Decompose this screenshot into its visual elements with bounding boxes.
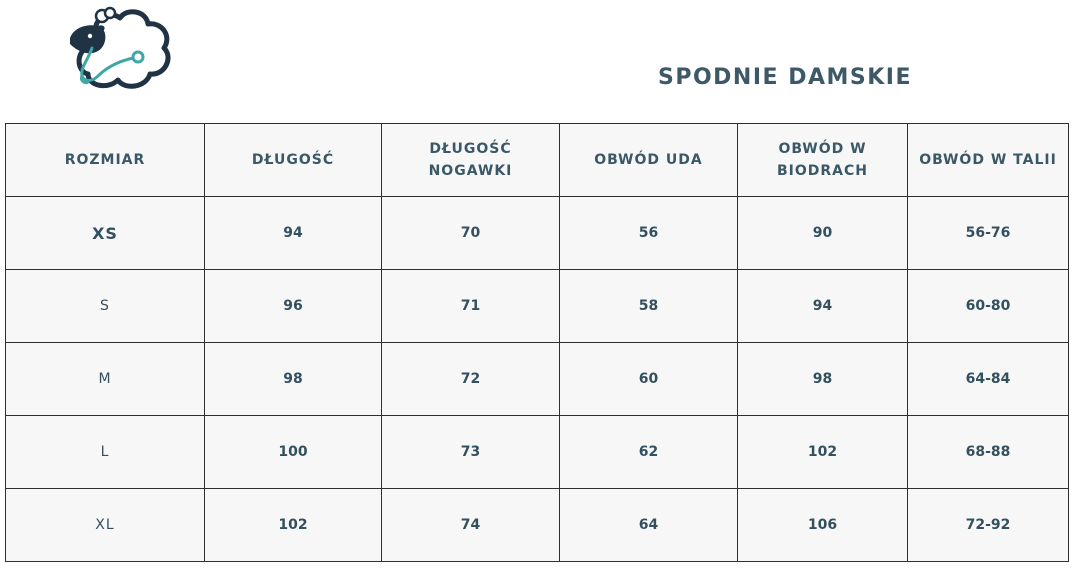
size-cell: XS — [6, 197, 205, 270]
header-obwod-w-biodrach: OBWÓD W BIODRACH — [738, 124, 908, 197]
thigh-cell: 56 — [560, 197, 738, 270]
table-row — [6, 489, 1069, 562]
length-cell: 94 — [205, 197, 382, 270]
brand-logo — [62, 4, 174, 92]
length-cell: 96 — [205, 270, 382, 343]
leg-length-cell: 74 — [382, 489, 560, 562]
size-cell: S — [6, 270, 205, 343]
header-obwod-uda: OBWÓD UDA — [560, 124, 738, 197]
size-chart-table — [5, 123, 1069, 562]
waist-cell: 68-88 — [908, 416, 1069, 489]
hips-cell: 90 — [738, 197, 908, 270]
hips-cell: 102 — [738, 416, 908, 489]
leg-length-cell: 71 — [382, 270, 560, 343]
header-dlugosc-nogawki: DŁUGOŚĆ NOGAWKI — [382, 124, 560, 197]
sheep-stethoscope-icon — [62, 4, 174, 92]
length-cell: 98 — [205, 343, 382, 416]
hips-cell: 98 — [738, 343, 908, 416]
header-dlugosc: DŁUGOŚĆ — [205, 124, 382, 197]
waist-cell: 56-76 — [908, 197, 1069, 270]
table-row — [6, 270, 1069, 343]
table-row — [6, 197, 1069, 270]
table-header-row — [6, 124, 1069, 197]
waist-cell: 60-80 — [908, 270, 1069, 343]
leg-length-cell: 72 — [382, 343, 560, 416]
thigh-cell: 64 — [560, 489, 738, 562]
header-obwod-w-talii: OBWÓD W TALII — [908, 124, 1069, 197]
table-row — [6, 343, 1069, 416]
size-cell: M — [6, 343, 205, 416]
size-cell: XL — [6, 489, 205, 562]
waist-cell: 64-84 — [908, 343, 1069, 416]
length-cell: 102 — [205, 489, 382, 562]
size-cell: L — [6, 416, 205, 489]
table-row — [6, 416, 1069, 489]
hips-cell: 106 — [738, 489, 908, 562]
thigh-cell: 62 — [560, 416, 738, 489]
leg-length-cell: 70 — [382, 197, 560, 270]
leg-length-cell: 73 — [382, 416, 560, 489]
thigh-cell: 58 — [560, 270, 738, 343]
header-rozmiar: ROZMIAR — [6, 124, 205, 197]
hips-cell: 94 — [738, 270, 908, 343]
page-title: SPODNIE DAMSKIE — [657, 65, 912, 90]
thigh-cell: 60 — [560, 343, 738, 416]
length-cell: 100 — [205, 416, 382, 489]
waist-cell: 72-92 — [908, 489, 1069, 562]
